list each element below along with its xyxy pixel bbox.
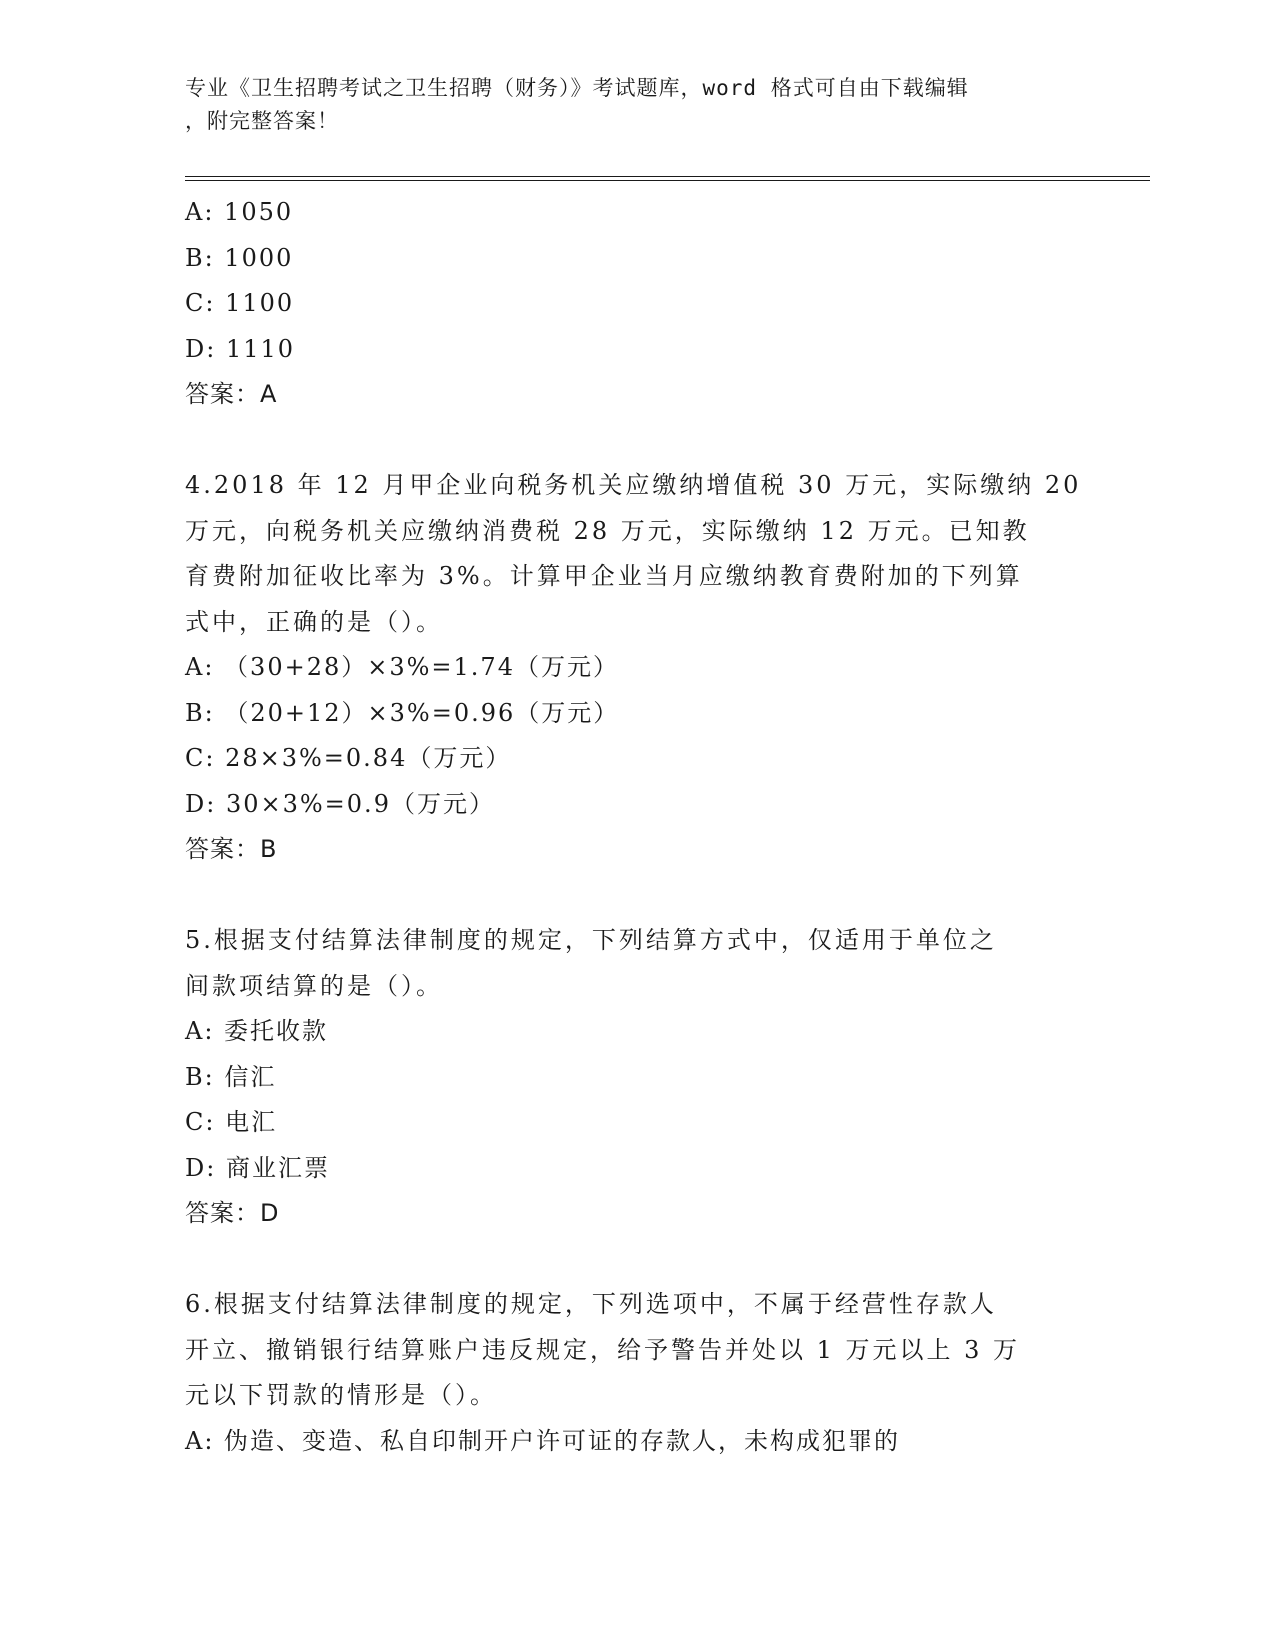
option-a: A: 1050: [185, 198, 294, 226]
option-a: A: （30+28）×3%=1.74（万元）: [185, 653, 619, 681]
option-c: C: 电汇: [185, 1108, 278, 1136]
question-6-options: [185, 1419, 1085, 1465]
option-b: B: 信汇: [185, 1062, 277, 1091]
spacer: [185, 418, 1085, 464]
question-text-line: 育费附加征收比率为 3%。计算甲企业当月应缴纳教育费附加的下列算: [185, 562, 1023, 590]
question-3-options: [185, 190, 1085, 418]
question-text-line: 万元，向税务机关应缴纳消费税 28 万元，实际缴纳 12 万元。已知教: [185, 516, 1030, 545]
answer: 答案：A: [185, 380, 278, 408]
document-body: [185, 190, 1085, 1464]
option-d: D: 商业汇票: [185, 1153, 330, 1182]
header-line-1: 专业《卫生招聘考试之卫生招聘（财务）》考试题库，word 格式可自由下载编辑: [185, 76, 969, 100]
question-5-options: [185, 1009, 1085, 1237]
document-header: [185, 72, 1065, 138]
option-c: C: 1100: [185, 289, 295, 317]
option-a: A: 委托收款: [185, 1017, 329, 1045]
question-6: [185, 1282, 1085, 1419]
option-d: D: 1110: [185, 334, 296, 363]
option-d: D: 30×3%=0.9（万元）: [185, 789, 495, 818]
question-text-line: 6.根据支付结算法律制度的规定，下列选项中，不属于经营性存款人: [185, 1290, 997, 1318]
answer: 答案：D: [185, 1199, 280, 1227]
option-a: A: 伪造、变造、私自印制开户许可证的存款人，未构成犯罪的: [185, 1426, 901, 1455]
question-text-line: 式中，正确的是（）。: [185, 607, 443, 636]
question-4-options: [185, 645, 1085, 873]
header-divider-top: [185, 176, 1150, 177]
spacer: [185, 873, 1085, 919]
header-divider-bottom: [185, 180, 1150, 181]
option-b: B: （20+12）×3%=0.96（万元）: [185, 698, 620, 727]
question-text-line: 开立、撤销银行结算账户违反规定，给予警告并处以 1 万元以上 3 万: [185, 1335, 1021, 1364]
question-text-line: 5.根据支付结算法律制度的规定，下列结算方式中，仅适用于单位之: [185, 926, 997, 954]
question-text-line: 间款项结算的是（）。: [185, 971, 443, 1000]
question-5: [185, 918, 1085, 1009]
header-line-2: ，附完整答案！: [185, 109, 339, 133]
question-4: [185, 463, 1085, 645]
question-text-line: 4.2018 年 12 月甲企业向税务机关应缴纳增值税 30 万元，实际缴纳 20: [185, 471, 1082, 499]
option-b: B: 1000: [185, 243, 294, 272]
option-c: C: 28×3%=0.84（万元）: [185, 744, 512, 772]
answer: 答案：B: [185, 835, 278, 863]
question-text-line: 元以下罚款的情形是（）。: [185, 1381, 497, 1409]
spacer: [185, 1237, 1085, 1283]
